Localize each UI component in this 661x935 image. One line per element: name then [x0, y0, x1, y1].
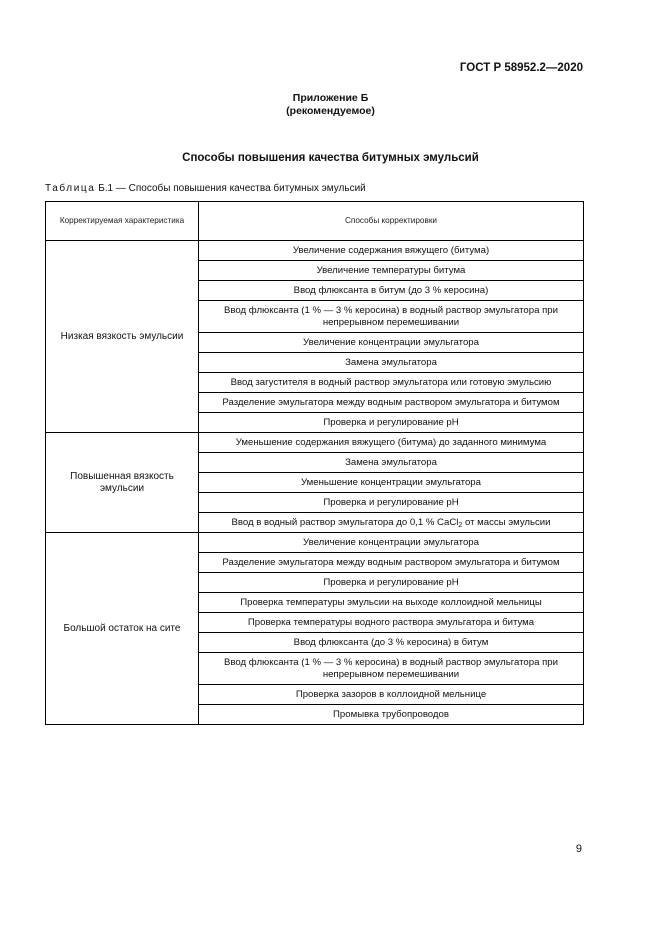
page-number: 9 [575, 843, 582, 855]
method-cell: Проверка и регулирование рН [199, 573, 584, 593]
method-cell: Проверка зазоров в коллоидной мельнице [199, 685, 584, 705]
method-cell: Ввод флюксанта (1 % — 3 % керосина) в водный раствор эмульгатора при непрерывном перемешивании [199, 301, 584, 333]
header-characteristic: Корректируемая характеристика [46, 202, 199, 241]
table-caption-label: Таблица [45, 183, 96, 194]
method-cell: Увеличение содержания вяжущего (битума) [199, 241, 584, 261]
method-cell: Ввод флюксанта (1 % — 3 % керосина) в водный раствор эмульгатора при непрерывном перемешивании [199, 653, 584, 685]
method-cell: Разделение эмульгатора между водным раствором эмульгатора и битумом [199, 553, 584, 573]
appendix-title: Приложение Б [292, 92, 369, 104]
appendix-heading [0, 92, 661, 118]
group-low-viscosity: Низкая вязкость эмульсии [46, 241, 199, 433]
group-sieve-residue: Большой остаток на сите [46, 533, 199, 725]
method-cell: Разделение эмульгатора между водным раствором эмульгатора и битумом [199, 393, 584, 413]
method-cell: Замена эмульгатора [199, 353, 584, 373]
table-row [46, 241, 584, 261]
cacl2-subscript: 2 [458, 521, 463, 529]
cacl2-text-before: Ввод в водный раствор эмульгатора до 0,1 % CaCl [231, 516, 459, 528]
method-cell: Ввод флюксанта в битум (до 3 % керосина) [199, 281, 584, 301]
method-cell: Промывка трубопроводов [199, 705, 584, 725]
method-cell-cacl2 [199, 513, 584, 533]
header-methods: Способы корректировки [199, 202, 584, 241]
group-high-viscosity: Повышенная вязкость эмульсии [46, 433, 199, 533]
table-row [46, 433, 584, 453]
cacl2-text-after: от массы эмульсии [462, 516, 551, 528]
table-caption-text: Б.1 — Способы повышения качества битумных эмульсий [98, 183, 366, 194]
method-cell: Увеличение температуры битума [199, 261, 584, 281]
method-cell: Проверка температуры эмульсии на выходе коллоидной мельницы [199, 593, 584, 613]
document-code: ГОСТ Р 58952.2—2020 [459, 62, 583, 74]
page-title: Способы повышения качества битумных эмульсий [182, 152, 479, 164]
correction-methods-table [45, 201, 584, 725]
table-row [46, 533, 584, 553]
method-cell: Проверка и регулирование рН [199, 493, 584, 513]
method-cell: Проверка температуры водного раствора эмульгатора и битума [199, 613, 584, 633]
method-cell: Проверка и регулирование рН [199, 413, 584, 433]
method-cell: Ввод загустителя в водный раствор эмульгатора или готовую эмульсию [199, 373, 584, 393]
method-cell: Уменьшение содержания вяжущего (битума) до заданного минимума [199, 433, 584, 453]
method-cell: Замена эмульгатора [199, 453, 584, 473]
table-caption [45, 183, 366, 194]
method-cell: Ввод флюксанта (до 3 % керосина) в битум [199, 633, 584, 653]
table-header-row [46, 202, 584, 241]
method-cell: Уменьшение концентрации эмульгатора [199, 473, 584, 493]
method-cell: Увеличение концентрации эмульгатора [199, 333, 584, 353]
appendix-note: (рекомендуемое) [286, 105, 375, 117]
method-cell: Увеличение концентрации эмульгатора [199, 533, 584, 553]
